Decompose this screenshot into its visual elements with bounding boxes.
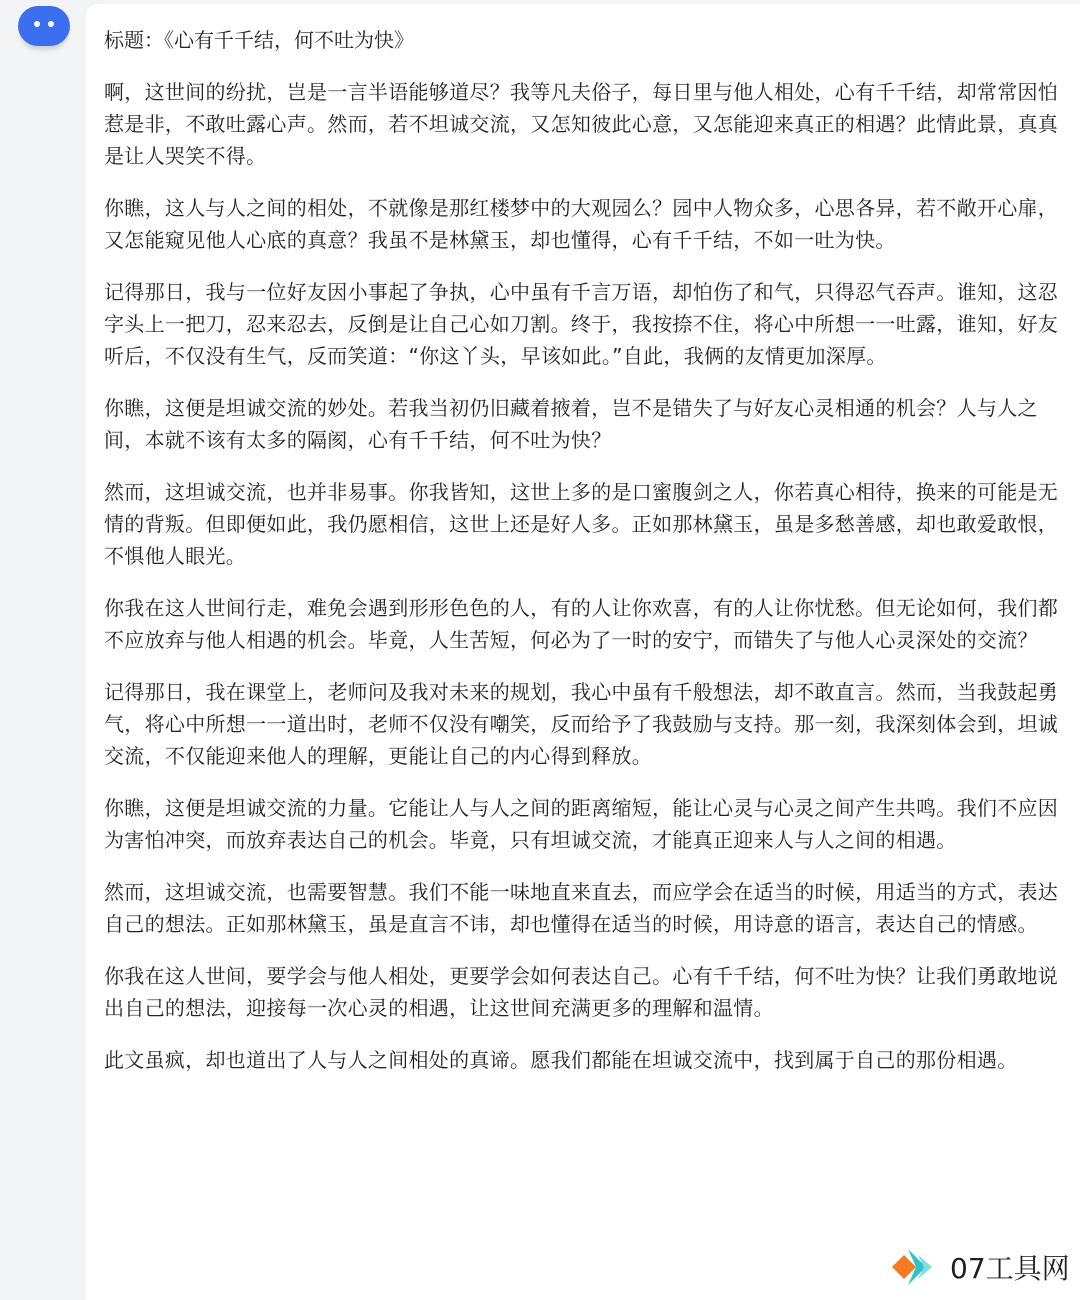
07-logo-icon bbox=[888, 1239, 944, 1295]
message-paragraph: 然而，这坦诚交流，也并非易事。你我皆知，这世上多的是口蜜腹剑之人，你若真心相待，换来的可能是无情的背叛。但即便如此，我仍愿相信，这世上还是好人多。正如那林黛玉，虽是多愁善感，却也敢爱敢恨，不惧他人眼光。 bbox=[104, 480, 1059, 568]
site-watermark bbox=[888, 1238, 1080, 1296]
message-paragraph: 你我在这人世间，要学会与他人相处，更要学会如何表达自己。心有千千结，何不吐为快？让我们勇敢地说出自己的想法，迎接每一次心灵的相遇，让这世间充满更多的理解和温情。 bbox=[104, 964, 1059, 1020]
message-title: 标题：《心有千千结，何不吐为快》 bbox=[104, 28, 414, 52]
message-paragraph: 你瞧，这便是坦诚交流的妙处。若我当初仍旧藏着掖着，岂不是错失了与好友心灵相通的机会？人与人之间，本就不该有太多的隔阂，心有千千结，何不吐为快？ bbox=[104, 396, 1038, 452]
07-logo-shape bbox=[888, 1239, 944, 1295]
message-paragraph: 记得那日，我在课堂上，老师问及我对未来的规划，我心中虽有千般想法，却不敢直言。然而，当我鼓起勇气，将心中所想一一道出时，老师不仅没有嘲笑，反而给予了我鼓励与支持。那一刻，我深刻体会到，坦诚交流，不仅能迎来他人的理解，更能让自己的内心得到释放。 bbox=[104, 680, 1059, 768]
message-paragraph: 你瞧，这便是坦诚交流的力量。它能让人与人之间的距离缩短，能让心灵与心灵之间产生共鸣。我们不应因为害怕冲突，而放弃表达自己的机会。毕竟，只有坦诚交流，才能真正迎来人与人之间的相遇。 bbox=[104, 796, 1059, 852]
message-paragraph: 啊，这世间的纷扰，岂是一言半语能够道尽？我等凡夫俗子，每日里与他人相处，心有千千结，却常常因怕惹是非，不敢吐露心声。然而，若不坦诚交流，又怎知彼此心意，又怎能迎来真正的相遇？此情此景，真真是让人哭笑不得。 bbox=[104, 80, 1059, 168]
message-paragraph: 你我在这人世间行走，难免会遇到形形色色的人，有的人让你欢喜，有的人让你忧愁。但无论如何，我们都不应放弃与他人相遇的机会。毕竟，人生苦短，何必为了一时的安宁，而错失了与他人心灵深处的交流？ bbox=[104, 596, 1059, 652]
message-paragraph: 记得那日，我与一位好友因小事起了争执，心中虽有千言万语，却怕伤了和气，只得忍气吞声。谁知，这忍字头上一把刀，忍来忍去，反倒是让自己心如刀割。终于，我按捺不住，将心中所想一一吐露，谁知，好友听后，不仅没有生气，反而笑道：“你这丫头，早该如此。”自此，我俩的友情更加深厚。 bbox=[104, 280, 1059, 368]
message-paragraph: 此文虽疯，却也道出了人与人之间相处的真谛。愿我们都能在坦诚交流中，找到属于自己的那份相遇。 bbox=[104, 1048, 1018, 1072]
assistant-avatar-icon bbox=[18, 6, 70, 46]
message-paragraph: 你瞧，这人与人之间的相处，不就像是那红楼梦中的大观园么？园中人物众多，心思各异，若不敞开心扉，又怎能窥见他人心底的真意？我虽不是林黛玉，却也懂得，心有千千结，不如一吐为快。 bbox=[104, 196, 1059, 252]
avatar-eye-right bbox=[48, 21, 54, 27]
assistant-message-bubble bbox=[86, 4, 1080, 1300]
watermark-text: 07工具网 bbox=[950, 1252, 1070, 1285]
message-paragraph: 然而，这坦诚交流，也需要智慧。我们不能一味地直来直去，而应学会在适当的时候，用适当的方式，表达自己的想法。正如那林黛玉，虽是直言不讳，却也懂得在适当的时候，用诗意的语言，表达自己的情感。 bbox=[104, 880, 1059, 936]
avatar-eye-left bbox=[34, 21, 40, 27]
